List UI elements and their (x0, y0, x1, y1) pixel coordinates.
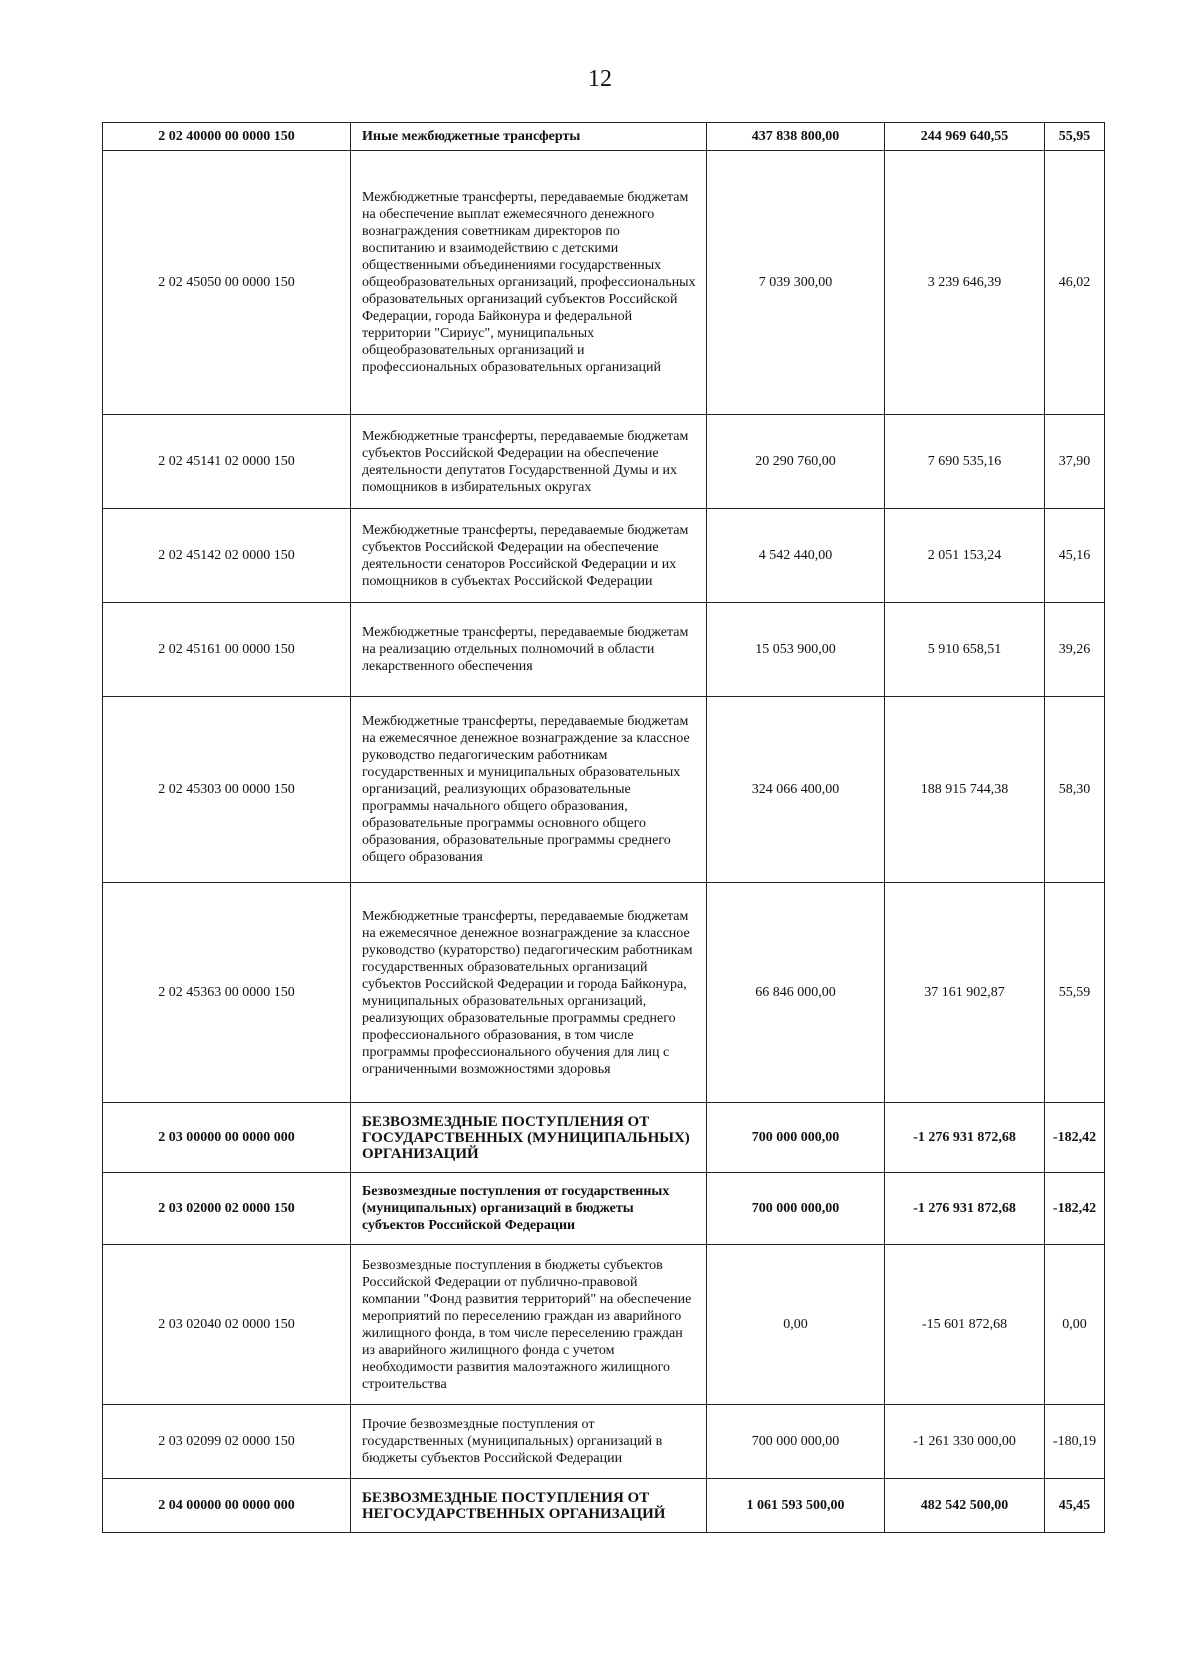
table-row (103, 123, 1105, 151)
kbk-code: 2 02 45141 02 0000 150 (103, 415, 351, 509)
kbk-code: 2 02 45142 02 0000 150 (103, 509, 351, 603)
table-row (103, 697, 1105, 883)
kbk-code: 2 03 02040 02 0000 150 (103, 1245, 351, 1405)
fact-amount: 244 969 640,55 (885, 123, 1045, 151)
income-name: Прочие безвозмездные поступления от государственных (муниципальных) организаций в бюджеты субъектов Российской Федерации (351, 1405, 707, 1479)
execution-percent: 45,16 (1045, 509, 1105, 603)
execution-percent: 0,00 (1045, 1245, 1105, 1405)
execution-percent: 45,45 (1045, 1479, 1105, 1533)
table-row (103, 1245, 1105, 1405)
table-row (103, 1405, 1105, 1479)
kbk-code: 2 03 02099 02 0000 150 (103, 1405, 351, 1479)
plan-amount: 20 290 760,00 (707, 415, 885, 509)
page-number: 12 (588, 66, 612, 92)
plan-amount: 7 039 300,00 (707, 151, 885, 415)
income-name: Межбюджетные трансферты, передаваемые бюджетам субъектов Российской Федерации на обеспечение деятельности депутатов Государственной Думы и их помощников в избирательных округах (351, 415, 707, 509)
fact-amount: 188 915 744,38 (885, 697, 1045, 883)
fact-amount: 5 910 658,51 (885, 603, 1045, 697)
plan-amount: 0,00 (707, 1245, 885, 1405)
execution-percent: -182,42 (1045, 1103, 1105, 1173)
execution-percent: -182,42 (1045, 1173, 1105, 1245)
income-name: БЕЗВОЗМЕЗДНЫЕ ПОСТУПЛЕНИЯ ОТ НЕГОСУДАРСТВЕННЫХ ОРГАНИЗАЦИЙ (351, 1479, 707, 1533)
fact-amount: 37 161 902,87 (885, 883, 1045, 1103)
fact-amount: -1 276 931 872,68 (885, 1173, 1045, 1245)
plan-amount: 700 000 000,00 (707, 1103, 885, 1173)
kbk-code: 2 02 40000 00 0000 150 (103, 123, 351, 151)
fact-amount: 3 239 646,39 (885, 151, 1045, 415)
table-row (103, 883, 1105, 1103)
kbk-code: 2 02 45161 00 0000 150 (103, 603, 351, 697)
income-name: Межбюджетные трансферты, передаваемые бюджетам на ежемесячное денежное вознаграждение за классное руководство (кураторство) педагогическим работникам государственных образовательных организаций субъектов Российской Федерации и города Байконура, муниципальных образовательных организаций, реализующих образовательные программы среднего профессионального образования, в том числе программы профессионального обучения для лиц с ограниченными возможностями здоровья (351, 883, 707, 1103)
execution-percent: 55,59 (1045, 883, 1105, 1103)
table-row (103, 1173, 1105, 1245)
plan-amount: 700 000 000,00 (707, 1405, 885, 1479)
table-row (103, 1479, 1105, 1533)
table-row (103, 509, 1105, 603)
execution-percent: 37,90 (1045, 415, 1105, 509)
table-row (103, 415, 1105, 509)
plan-amount: 4 542 440,00 (707, 509, 885, 603)
kbk-code: 2 02 45050 00 0000 150 (103, 151, 351, 415)
table-row (103, 1103, 1105, 1173)
income-name: Иные межбюджетные трансферты (351, 123, 707, 151)
plan-amount: 15 053 900,00 (707, 603, 885, 697)
plan-amount: 66 846 000,00 (707, 883, 885, 1103)
execution-percent: 39,26 (1045, 603, 1105, 697)
kbk-code: 2 03 00000 00 0000 000 (103, 1103, 351, 1173)
plan-amount: 1 061 593 500,00 (707, 1479, 885, 1533)
income-name: Межбюджетные трансферты, передаваемые бюджетам субъектов Российской Федерации на обеспечение деятельности сенаторов Российской Федерации и их помощников в субъектах Российской Федерации (351, 509, 707, 603)
execution-percent: 46,02 (1045, 151, 1105, 415)
kbk-code: 2 02 45363 00 0000 150 (103, 883, 351, 1103)
fact-amount: -1 261 330 000,00 (885, 1405, 1045, 1479)
execution-percent: 58,30 (1045, 697, 1105, 883)
fact-amount: 482 542 500,00 (885, 1479, 1045, 1533)
budget-table (102, 122, 1105, 1533)
plan-amount: 324 066 400,00 (707, 697, 885, 883)
fact-amount: -1 276 931 872,68 (885, 1103, 1045, 1173)
table-row (103, 151, 1105, 415)
kbk-code: 2 03 02000 02 0000 150 (103, 1173, 351, 1245)
execution-percent: 55,95 (1045, 123, 1105, 151)
plan-amount: 700 000 000,00 (707, 1173, 885, 1245)
income-name: Межбюджетные трансферты, передаваемые бюджетам на ежемесячное денежное вознаграждение за классное руководство педагогическим работникам государственных и муниципальных образовательных организаций, реализующих образовательные программы начального общего образования, образовательные программы основного общего образования, образовательные программы среднего общего образования (351, 697, 707, 883)
table-row (103, 603, 1105, 697)
income-name: Межбюджетные трансферты, передаваемые бюджетам на обеспечение выплат ежемесячного денежного вознаграждения советникам директоров по воспитанию и взаимодействию с детскими общественными объединениями государственных общеобразовательных организаций, профессиональных образовательных организаций субъектов Российской Федерации, города Байконура и федеральной территории "Сириус", муниципальных общеобразовательных организаций и профессиональных образовательных организаций (351, 151, 707, 415)
fact-amount: -15 601 872,68 (885, 1245, 1045, 1405)
income-name: БЕЗВОЗМЕЗДНЫЕ ПОСТУПЛЕНИЯ ОТ ГОСУДАРСТВЕННЫХ (МУНИЦИПАЛЬНЫХ) ОРГАНИЗАЦИЙ (351, 1103, 707, 1173)
execution-percent: -180,19 (1045, 1405, 1105, 1479)
income-name: Межбюджетные трансферты, передаваемые бюджетам на реализацию отдельных полномочий в области лекарственного обеспечения (351, 603, 707, 697)
fact-amount: 7 690 535,16 (885, 415, 1045, 509)
kbk-code: 2 04 00000 00 0000 000 (103, 1479, 351, 1533)
plan-amount: 437 838 800,00 (707, 123, 885, 151)
income-name: Безвозмездные поступления от государственных (муниципальных) организаций в бюджеты субъектов Российской Федерации (351, 1173, 707, 1245)
fact-amount: 2 051 153,24 (885, 509, 1045, 603)
kbk-code: 2 02 45303 00 0000 150 (103, 697, 351, 883)
income-name: Безвозмездные поступления в бюджеты субъектов Российской Федерации от публично-правовой компании "Фонд развития территорий" на обеспечение мероприятий по переселению граждан из аварийного жилищного фонда, в том числе переселению граждан из аварийного жилищного фонда с учетом необходимости развития малоэтажного жилищного строительства (351, 1245, 707, 1405)
